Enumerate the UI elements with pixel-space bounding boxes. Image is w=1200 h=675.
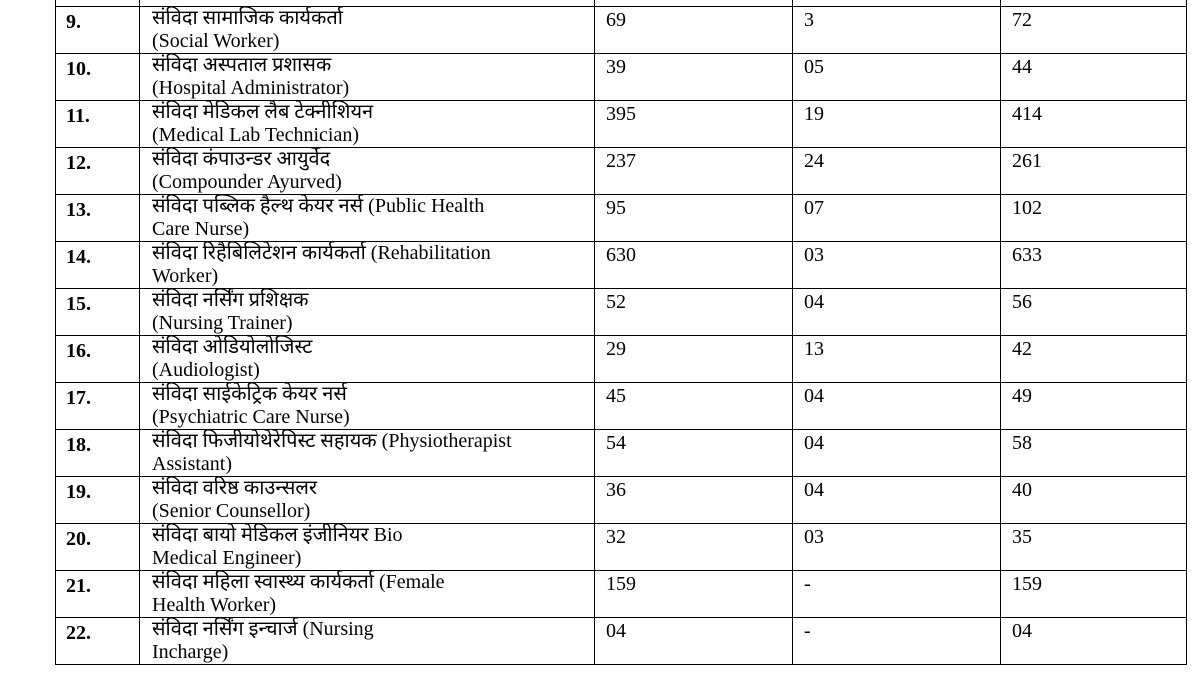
count-cell-a: 52 [595, 289, 793, 336]
post-name-hindi: संविदा सामाजिक कार्यकर्ता [152, 7, 343, 29]
table-row [56, 289, 1187, 336]
post-name-hindi: संविदा मेडिकल लैब टेक्नीशियन [152, 101, 374, 123]
table-row [56, 148, 1187, 195]
post-name-hindi: संविदा रिहैबिलिटेशन कार्यकर्ता (Rehabilitation [152, 242, 491, 264]
post-name-hindi: संविदा वरिष्ठ काउन्सलर [152, 477, 318, 499]
total-cell: 42 [1001, 336, 1187, 383]
post-name-cell [140, 383, 595, 430]
post-name-cell [140, 148, 595, 195]
total-cell: 49 [1001, 383, 1187, 430]
total-cell: 35 [1001, 524, 1187, 571]
count-cell-a: 36 [595, 477, 793, 524]
post-name-english: (Compounder Ayurved) [152, 171, 342, 193]
total-cell: 44 [1001, 54, 1187, 101]
post-name-english: Incharge) [152, 641, 229, 663]
post-name-english: Health Worker) [152, 594, 277, 616]
count-cell-b: 07 [793, 195, 1001, 242]
count-cell-a: 69 [595, 7, 793, 54]
post-name-hindi: संविदा महिला स्वास्थ्य कार्यकर्ता (Female [152, 571, 445, 593]
total-cell: 72 [1001, 7, 1187, 54]
post-name-cell [140, 242, 595, 289]
table-row [56, 54, 1187, 101]
serial-number-cell: 17. [56, 383, 140, 430]
total-cell: 414 [1001, 101, 1187, 148]
post-name-hindi: संविदा कंपाउन्डर आयुर्वेद [152, 148, 331, 170]
table-row [56, 7, 1187, 54]
serial-number-cell: 18. [56, 430, 140, 477]
post-name-cell [140, 618, 595, 665]
serial-number-cell: 9. [56, 7, 140, 54]
post-name-english: (Audiologist) [152, 359, 260, 381]
post-name-english: Care Nurse) [152, 218, 250, 240]
count-cell-b: - [793, 571, 1001, 618]
post-name-hindi: संविदा साईकेट्रिक केयर नर्स [152, 383, 347, 405]
total-cell: 56 [1001, 289, 1187, 336]
table-row [56, 524, 1187, 571]
post-name-hindi: संविदा बायो मेडिकल इंजीनियर Bio [152, 524, 403, 546]
total-cell: 40 [1001, 477, 1187, 524]
count-cell-b: 04 [793, 289, 1001, 336]
count-cell-b: 03 [793, 242, 1001, 289]
posts-table-body [56, 0, 1187, 665]
serial-number-cell: 21. [56, 571, 140, 618]
table-row [56, 383, 1187, 430]
post-name-english: Worker) [152, 265, 219, 287]
post-name-hindi: संविदा फिजीयोथेरेपिस्ट सहायक (Physiotherapist [152, 430, 512, 452]
count-cell-b: 04 [793, 383, 1001, 430]
post-name-cell [140, 289, 595, 336]
post-name-cell [140, 477, 595, 524]
post-name-cell [140, 101, 595, 148]
serial-number-cell: 20. [56, 524, 140, 571]
serial-number-cell: 10. [56, 54, 140, 101]
count-cell-a: 395 [595, 101, 793, 148]
total-cell: 04 [1001, 618, 1187, 665]
table-row [56, 336, 1187, 383]
post-name-english: (Senior Counsellor) [152, 500, 311, 522]
total-cell: 261 [1001, 148, 1187, 195]
table-row [56, 618, 1187, 665]
count-cell-b: 05 [793, 54, 1001, 101]
count-cell-a: 45 [595, 383, 793, 430]
post-name-english: (Psychiatric Care Nurse) [152, 406, 350, 428]
count-cell-a: 630 [595, 242, 793, 289]
post-name-english: (Hospital Administrator) [152, 77, 350, 99]
posts-table [55, 0, 1187, 665]
post-name-hindi: संविदा पब्लिक हैल्थ केयर नर्स (Public Health [152, 195, 485, 217]
count-cell-b: 04 [793, 430, 1001, 477]
post-name-cell [140, 571, 595, 618]
count-cell-a: 237 [595, 148, 793, 195]
count-cell-a: 39 [595, 54, 793, 101]
serial-number-cell: 16. [56, 336, 140, 383]
serial-number-cell: 12. [56, 148, 140, 195]
post-name-cell [140, 54, 595, 101]
post-name-cell [140, 336, 595, 383]
post-name-english: (Social Worker) [152, 30, 280, 52]
count-cell-b: 03 [793, 524, 1001, 571]
total-cell: 102 [1001, 195, 1187, 242]
count-cell-b: 3 [793, 7, 1001, 54]
post-name-hindi: संविदा ओडियोलोजिस्ट [152, 336, 313, 358]
post-name-hindi: संविदा नर्सिंग इन्चार्ज (Nursing [152, 618, 374, 640]
post-name-english: (Medical Lab Technician) [152, 124, 360, 146]
count-cell-b: 24 [793, 148, 1001, 195]
post-name-cell [140, 7, 595, 54]
count-cell-b: 19 [793, 101, 1001, 148]
serial-number-cell: 14. [56, 242, 140, 289]
table-row [56, 571, 1187, 618]
count-cell-a: 54 [595, 430, 793, 477]
serial-number-cell: 15. [56, 289, 140, 336]
post-name-english: Assistant) [152, 453, 232, 475]
post-name-cell [140, 195, 595, 242]
table-row [56, 101, 1187, 148]
post-name-hindi: संविदा नर्सिंग प्रशिक्षक [152, 289, 309, 311]
table-row [56, 195, 1187, 242]
count-cell-a: 95 [595, 195, 793, 242]
table-row [56, 430, 1187, 477]
table-row [56, 477, 1187, 524]
total-cell: 159 [1001, 571, 1187, 618]
serial-number-cell: 11. [56, 101, 140, 148]
post-name-english: Medical Engineer) [152, 547, 302, 569]
serial-number-cell: 13. [56, 195, 140, 242]
count-cell-a: 04 [595, 618, 793, 665]
count-cell-a: 32 [595, 524, 793, 571]
count-cell-b: - [793, 618, 1001, 665]
serial-number-cell: 19. [56, 477, 140, 524]
post-name-cell [140, 524, 595, 571]
count-cell-b: 13 [793, 336, 1001, 383]
post-name-hindi: संविदा अस्पताल प्रशासक [152, 54, 332, 76]
serial-number-cell: 22. [56, 618, 140, 665]
table-row [56, 242, 1187, 289]
count-cell-a: 29 [595, 336, 793, 383]
post-name-cell [140, 430, 595, 477]
count-cell-b: 04 [793, 477, 1001, 524]
total-cell: 58 [1001, 430, 1187, 477]
count-cell-a: 159 [595, 571, 793, 618]
post-name-english: (Nursing Trainer) [152, 312, 293, 334]
total-cell: 633 [1001, 242, 1187, 289]
